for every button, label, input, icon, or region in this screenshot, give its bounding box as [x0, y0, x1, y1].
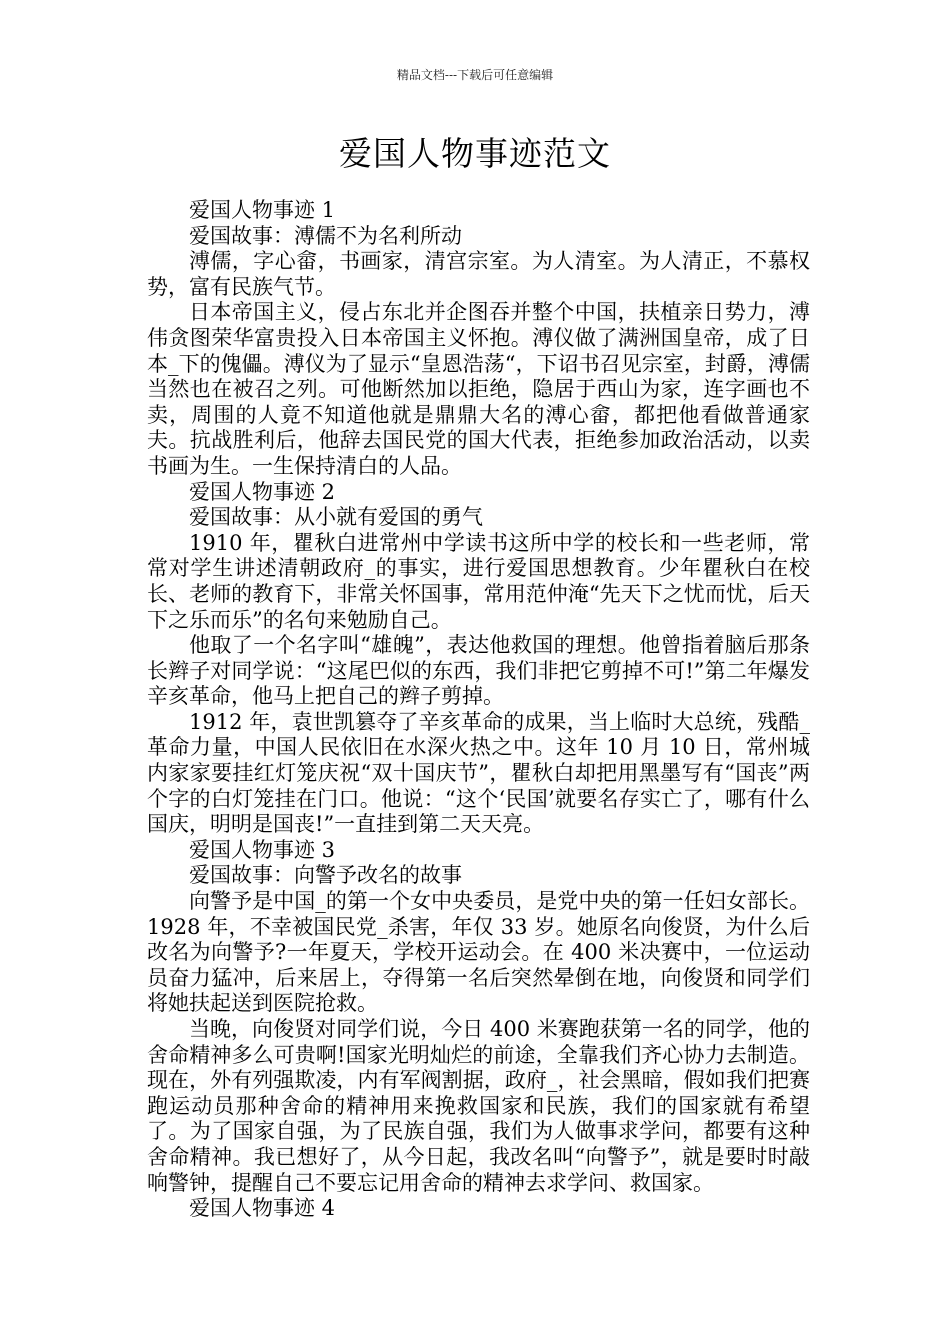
- paragraph: 向警予是中国_的第一个女中央委员，是党中央的第一任妇女部长。1928 年，不幸被国民党_杀害，年仅 33 岁。她原名向俊贤，为什么后改名为向警予?一年夏天，学校开运动会。在 400 米决赛中，一位运动员奋力猛冲，后来居上，夺得第一名后突然晕倒在地，向俊贤和同学们将她扶起送到医院抢救。: [147, 889, 810, 1016]
- document-body: [147, 198, 810, 1222]
- document-title: 爱国人物事迹范文: [339, 134, 611, 173]
- paragraph: 1910 年，瞿秋白进常州中学读书这所中学的校长和一些老师，常常对学生讲述清朝政府_的事实，进行爱国思想教育。少年瞿秋白在校长、老师的教育下，非常关怀国事，常用范仲淹“先天下之忧而忧，后天下之乐而乐”的名句来勉励自己。: [147, 530, 810, 632]
- story-title: 爱国故事：溥儒不为名利所动: [189, 223, 462, 248]
- story-title: 爱国故事：从小就有爱国的勇气: [189, 505, 483, 530]
- section-heading: 爱国人物事迹 1: [189, 198, 336, 222]
- paragraph: 日本帝国主义，侵占东北并企图吞并整个中国，扶植亲日势力，溥伟贪图荣华富贵投入日本帝国主义怀抱。溥仪做了满洲国皇帝，成了日本_下的傀儡。溥仪为了显示“皇恩浩荡“，下诏书召见宗室，封爵，溥儒当然也在被召之列。可他断然加以拒绝，隐居于西山为家，连字画也不卖，周围的人竟不知道他就是鼎鼎大名的溥心畲，都把他看做普通家夫。抗战胜利后，他辞去国民党的国大代表，拒绝参加政治活动，以卖书画为生。一生保持清白的人品。: [147, 300, 810, 478]
- paragraph: 溥儒，字心畲，书画家，清宫宗室。为人清室。为人清正，不慕权势，富有民族气节。: [147, 249, 810, 299]
- story-title: 爱国故事：向警予改名的故事: [189, 863, 462, 888]
- page-header: 精品文档---下载后可任意编辑: [396, 68, 554, 82]
- paragraph: 1912 年，袁世凯篡夺了辛亥革命的成果，当上临时大总统，残酷_革命力量，中国人民依旧在水深火热之中。这年 10 月 10 日，常州城内家家要挂红灯笼庆祝“双十国庆节”，瞿秋白却把用黑墨写有“国丧”两个字的白灯笼挂在门口。他说：“这个‘民国’就要名存实亡了，哪有什么国庆，明明是国丧!”一直挂到第二天天亮。: [147, 709, 810, 837]
- section-heading: 爱国人物事迹 2: [189, 479, 336, 504]
- section-heading: 爱国人物事迹 4: [189, 1196, 336, 1221]
- paragraph: 当晚，向俊贤对同学们说，今日 400 米赛跑获第一名的同学，他的舍命精神多么可贵啊!国家光明灿烂的前途，全靠我们齐心协力去制造。现在，外有列强欺凌，内有军阀割据，政府_，社会黑暗，假如我们把赛跑运动员那种舍命的精神用来挽救国家和民族，我们的国家就有希望了。为了国家自强，为了民族自强，我们为人做事求学问，都要有这种舍命精神。我已想好了，从今日起，我改名叫“向警予”，就是要时时敲响警钟，提醒自己不要忘记用舍命的精神去求学问、救国家。: [147, 1017, 810, 1195]
- section-heading: 爱国人物事迹 3: [189, 837, 336, 862]
- paragraph: 他取了一个名字叫“雄魄”，表达他救国的理想。他曾指着脑后那条长辫子对同学说：“这尾巴似的东西，我们非把它剪掉不可!”第二年爆发辛亥革命，他马上把自己的辫子剪掉。: [147, 633, 810, 709]
